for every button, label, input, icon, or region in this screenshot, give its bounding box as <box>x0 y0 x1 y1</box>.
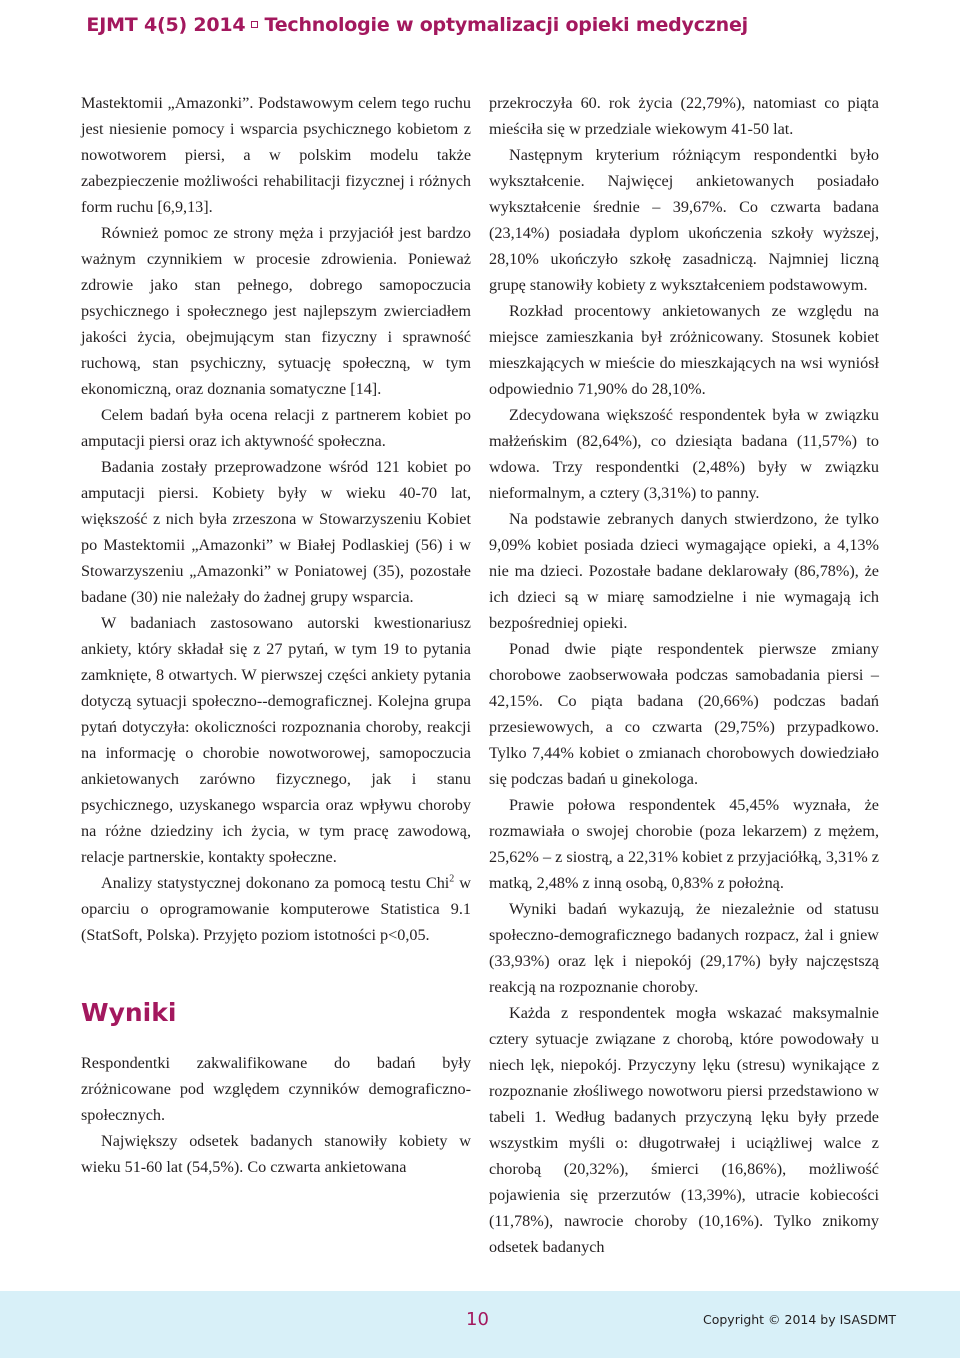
paragraph: Na podstawie zebranych danych stwierdzono, że tylko 9,09% kobiet posiada dzieci wymagające opieki, a 4,13% nie ma dzieci. Pozostałe badane deklarowały (86,78%), że ich dzieci są w miarę samodzielne i nie wymagają ich bezpośredniej opieki. <box>489 510 879 632</box>
paragraph: Celem badań była ocena relacji z partnerem kobiet po amputacji piersi oraz ich aktywność społeczna. <box>81 406 471 450</box>
text-run: w oparciu o oprogramowanie komputerowe Statistica 9.1 (StatSoft, Polska). Przyjęto poziom istotności p<0,05. <box>81 874 471 944</box>
paragraph: Wyniki badań wykazują, że niezależnie od statusu społeczno-demograficznego badanych rozpacz, żal i gniew (33,93%) oraz lęk i niepokój (29,17%) były najczęstszą reakcją na rozpoznanie choroby. <box>489 900 879 996</box>
running-header <box>0 14 748 36</box>
page-footer <box>0 1291 960 1358</box>
paragraph: Największy odsetek badanych stanowiły kobiety w wieku 51-60 lat (54,5%). Co czwarta ankietowana <box>81 1132 471 1176</box>
paragraph: Następnym kryterium różniącym respondentki było wykształcenie. Najwięcej ankietowanych posiadało wykształcenie średnie – 39,67%. Co czwarta badana (23,14%) posiadała dyplom ukończenia szkoły wyższej, 28,10% ukończyło szkołę zasadniczą. Najmniej liczną grupę stanowiły kobiety z wykształceniem podstawowym. <box>489 146 879 294</box>
journal-name: EJMT 4(5) 2014 <box>86 14 246 36</box>
paragraph: Respondentki zakwalifikowane do badań były zróżnicowane pod względem czynników demograficzno-społecznych. <box>81 1054 471 1124</box>
paragraph: Ponad dwie piąte respondentek pierwsze zmiany chorobowe zaobserwowała podczas samobadania piersi – 42,15%. Co piąta badana (20,66%) podczas badań przesiewowych, a co czwarta (29,75%) przypadkowo. Tylko 7,44% kobiet o zmianach chorobowych dowiedziało się podczas badań u ginekologa. <box>489 640 879 788</box>
paragraph: Rozkład procentowy ankietowanych ze względu na miejsce zamieszkania był zróżnicowany. Stosunek kobiet mieszkających w mieście do mieszkających na wsi wyniósł odpowiednio 71,90% do 28,10%. <box>489 302 879 398</box>
paragraph: W badaniach zastosowano autorski kwestionariusz ankiety, który składał się z 27 pytań, w tym 19 to pytania zamknięte, 8 otwartych. W pierwszej części ankiety pytania dotyczą sytuacji społeczno--demograficznej. Kolejna grupa pytań dotyczyła: okoliczności rozpoznania choroby, reakcji na informację o chorobie nowotworowej, samopoczucia ankietowanych zarówno fizycznego, jak i stanu psychicznego, uzyskanego wsparcia oraz wpływu choroby na różne dziedziny ich życia, w tym pracę zawodową, relacje partnerskie, kontakty społeczne. <box>81 614 471 866</box>
paragraph: Zdecydowana większość respondentek była w związku małżeńskim (82,64%), co dziesiąta badana (11,57%) to wdowa. Trzy respondentki (2,48%) były w związku nieformalnym, a cztery (3,31%) to panny. <box>489 406 879 502</box>
paragraph: Prawie połowa respondentek 45,45% wyznała, że rozmawiała o swojej chorobie (poza lekarzem) z mężem, 25,62% – z siostrą, a 22,31% kobiet z przyjaciółką, 3,31% z matką, 2,48% z inną osobą, 0,83% z położną. <box>489 796 879 892</box>
paragraph: przekroczyła 60. rok życia (22,79%), natomiast co piąta mieściła się w przedziale wiekowym 41-50 lat. <box>489 94 879 138</box>
header-subtitle: Technologie w optymalizacji opieki medycznej <box>264 14 748 36</box>
separator-square-icon <box>251 21 258 28</box>
section-heading: Wyniki <box>81 998 177 1027</box>
paragraph: Każda z respondentek mogła wskazać maksymalnie cztery sytuacje związane z chorobą, które powodowały u niech lęk, niepokój. Przyczyny lęku (stresu) wynikające z rozpoznanie złośliwego nowotworu piersi przedstawiono w tabeli 1. Według badanych przyczyną lęku były przede wszystkim myśli o: długotrwałej i uciążliwej walce z chorobą (20,32%), śmierci (16,86%), możliwość pojawienia się przerzutów (13,39%), utracie kobiecości (11,78%), nawrocie choroby (10,16%). Tylko znikomy odsetek badanych <box>489 1004 879 1256</box>
page-header <box>0 0 960 58</box>
paragraph: Mastektomii „Amazonki”. Podstawowym celem tego ruchu jest niesienie pomocy i wsparcia psychicznego kobietom z nowotworem piersi, a w polskim modelu także zabezpieczenie możliwości rehabilitacji fizycznej i różnych form ruchu [6,9,13]. <box>81 94 471 216</box>
paragraph: Badania zostały przeprowadzone wśród 121 kobiet po amputacji piersi. Kobiety były w wieku 40-70 lat, większość z nich była zrzeszona w Stowarzyszeniu Kobiet po Mastektomii „Amazonki” w Białej Podlaskiej (56) i w Stowarzyszeniu „Amazonki” w Poniatowej (35), pozostałe badane (30) nie należały do żadnej grupy wsparcia. <box>81 458 471 606</box>
copyright-notice: Copyright © 2014 by ISASDMT <box>703 1312 896 1327</box>
left-column <box>81 90 471 1180</box>
paragraph: Również pomoc ze strony męża i przyjaciół jest bardzo ważnym czynnikiem w procesie zdrowienia. Ponieważ zdrowie jako stan pełnego, dobrego samopoczucia psychicznego i społecznego jest najlepszym zwierciadłem jakości życia, obejmującym stan fizyczny i sprawność ruchową, stan psychiczny, sytuację społeczną, w tym ekonomiczną, oraz doznania somatyczne [14]. <box>81 224 471 398</box>
superscript: 2 <box>449 873 455 885</box>
page-number: 10 <box>466 1309 489 1330</box>
paragraph <box>81 870 471 948</box>
right-column <box>489 90 879 1260</box>
text-run: Analizy statystycznej dokonano za pomocą testu Chi <box>101 874 450 892</box>
